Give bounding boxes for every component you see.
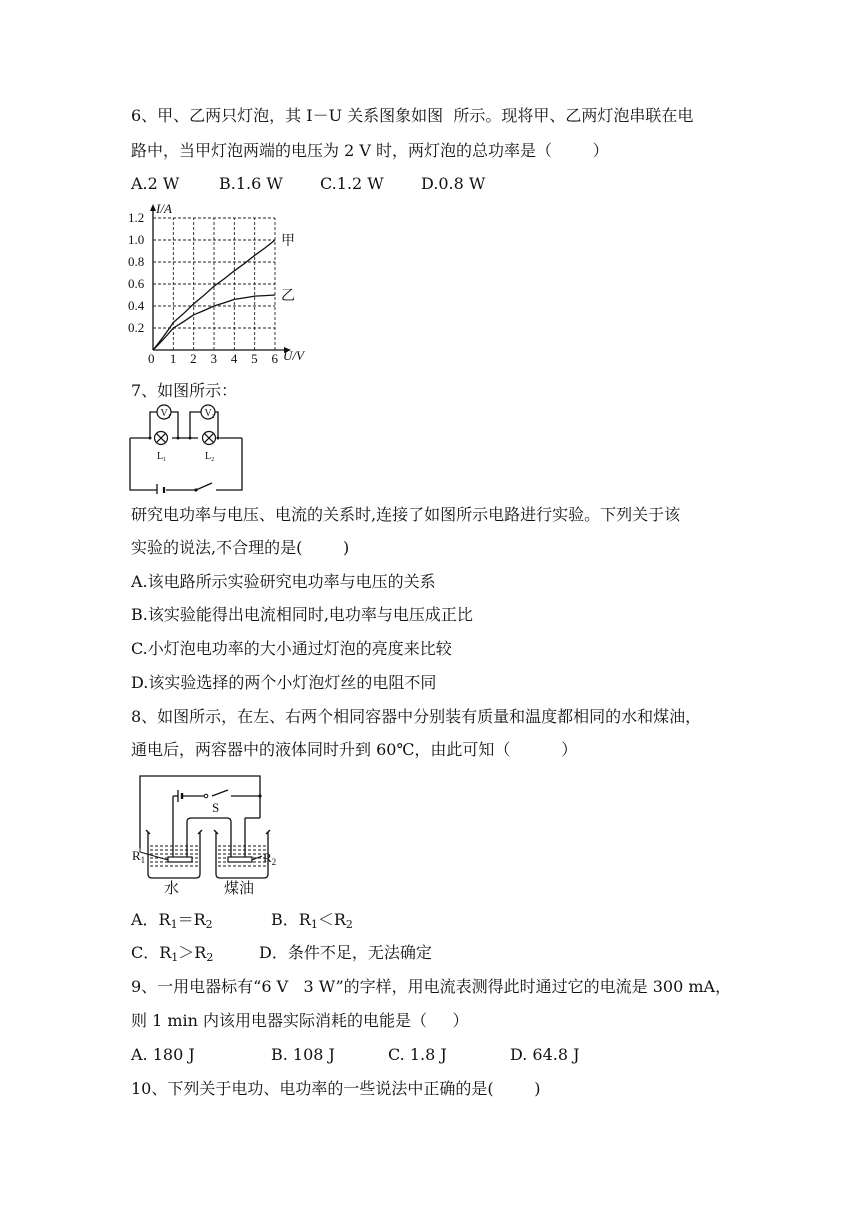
iu-chart [126,198,326,364]
q9-option-c: C. 1.8 J [388,1045,447,1064]
water-label: 水 [164,881,180,896]
x-tick-label: 4 [230,351,238,364]
y-tick-label: 0.8 [128,254,145,269]
y-tick-label: 0.4 [128,298,145,313]
resistor-r2 [228,857,252,862]
q7-option-d: D.该实验选择的两个小灯泡灯丝的电阻不同 [131,673,437,692]
svg-text:V2: $V_2$ [204,408,215,420]
q9-stem-line1: 9、一用电器标有“6 V 3 W”的字样，用电流表测得此时通过它的电流是 300 mA， [131,977,732,996]
q6-stem-line2: 路中，当甲灯泡两端的电压为 2 V 时，两灯泡的总功率是（ ） [131,141,609,160]
x-tick-label: 5 [251,351,258,364]
q8-stem-line2: 通电后，两容器中的液体同时升到 60℃，由此可知（ ） [131,740,578,759]
q6-stem-line1: 6、甲、乙两只灯泡，其 I－U 关系图象如图 所示。现将甲、乙两灯泡串联在电 [131,106,694,125]
q9-stem-line2: 则 1 min 内该用电器实际消耗的电能是（ ） [131,1011,469,1030]
x-axis-label: U/V [283,348,304,363]
y-tick-label: 0.2 [128,320,145,335]
y-tick-label: 1.2 [128,210,145,225]
switch-label: S [212,800,220,815]
lamp-l2-label: $L_2$ [205,451,215,463]
q7-option-c: C.小灯泡电功率的大小通过灯泡的亮度来比较 [131,639,452,658]
q8-option-b: B．$R_1<R_2$ [271,910,353,931]
q7-circuit-diagram [126,402,246,494]
y-tick-label: 1.0 [128,232,145,247]
svg-text:V1: $V_1$ [160,408,171,420]
q9-option-d: D. 64.8 J [510,1045,580,1064]
q10-stem-line1: 10、下列关于电功、电功率的一些说法中正确的是( ) [131,1079,541,1098]
lamp-l1-label: $L_1$ [157,451,167,463]
q8-option-a: A．$R_1=R_2$ [131,910,213,931]
x-tick-label: 3 [210,351,217,364]
q7-title: 7、如图所示： [131,381,238,400]
q6-option-a: A.2 W [131,174,180,193]
q6-option-c: C.1.2 W [320,174,384,193]
series-label: 乙 [281,289,295,304]
lamp-l2 [203,432,216,445]
q6-option-b: B.1.6 W [219,174,283,193]
voltmeter-v1 [157,405,171,420]
q8-heating-diagram [128,772,288,896]
q8-stem-line1: 8、如图所示，在左、右两个相同容器中分别装有质量和温度都相同的水和煤油， [131,707,702,726]
q7-option-b: B.该实验能得出电流相同时,电功率与电压成正比 [131,605,473,624]
voltmeter-v2 [201,405,215,420]
q8-option-c: C．$R_1>R_2$ [131,943,214,964]
r1-label: $R_1$ [132,848,146,865]
lamp-l1 [155,432,168,445]
q7-option-a: A.该电路所示实验研究电功率与电压的关系 [131,572,436,591]
q9-option-b: B. 108 J [271,1045,335,1064]
x-tick-label: 1 [169,351,177,364]
r2-label: $R_2$ [263,850,277,867]
y-axis-label: I/A [156,201,172,216]
x-tick-label: 0 [148,351,155,364]
chart-labels [128,201,306,364]
q8-option-d: D．条件不足，无法确定 [259,943,432,962]
y-tick-label: 0.6 [128,276,145,291]
kerosene-label: 煤油 [224,881,255,896]
resistor-r1 [168,857,192,862]
q9-option-a: A. 180 J [131,1045,195,1064]
x-tick-label: 6 [271,351,278,364]
q7-stem-line2: 实验的说法,不合理的是( ) [131,538,350,557]
q7-stem-line1: 研究电功率与电压、电流的关系时,连接了如图所示电路进行实验。下列关于该 [131,505,681,524]
x-tick-label: 2 [190,351,197,364]
series-label: 甲 [281,234,295,249]
q6-option-d: D.0.8 W [421,174,486,193]
